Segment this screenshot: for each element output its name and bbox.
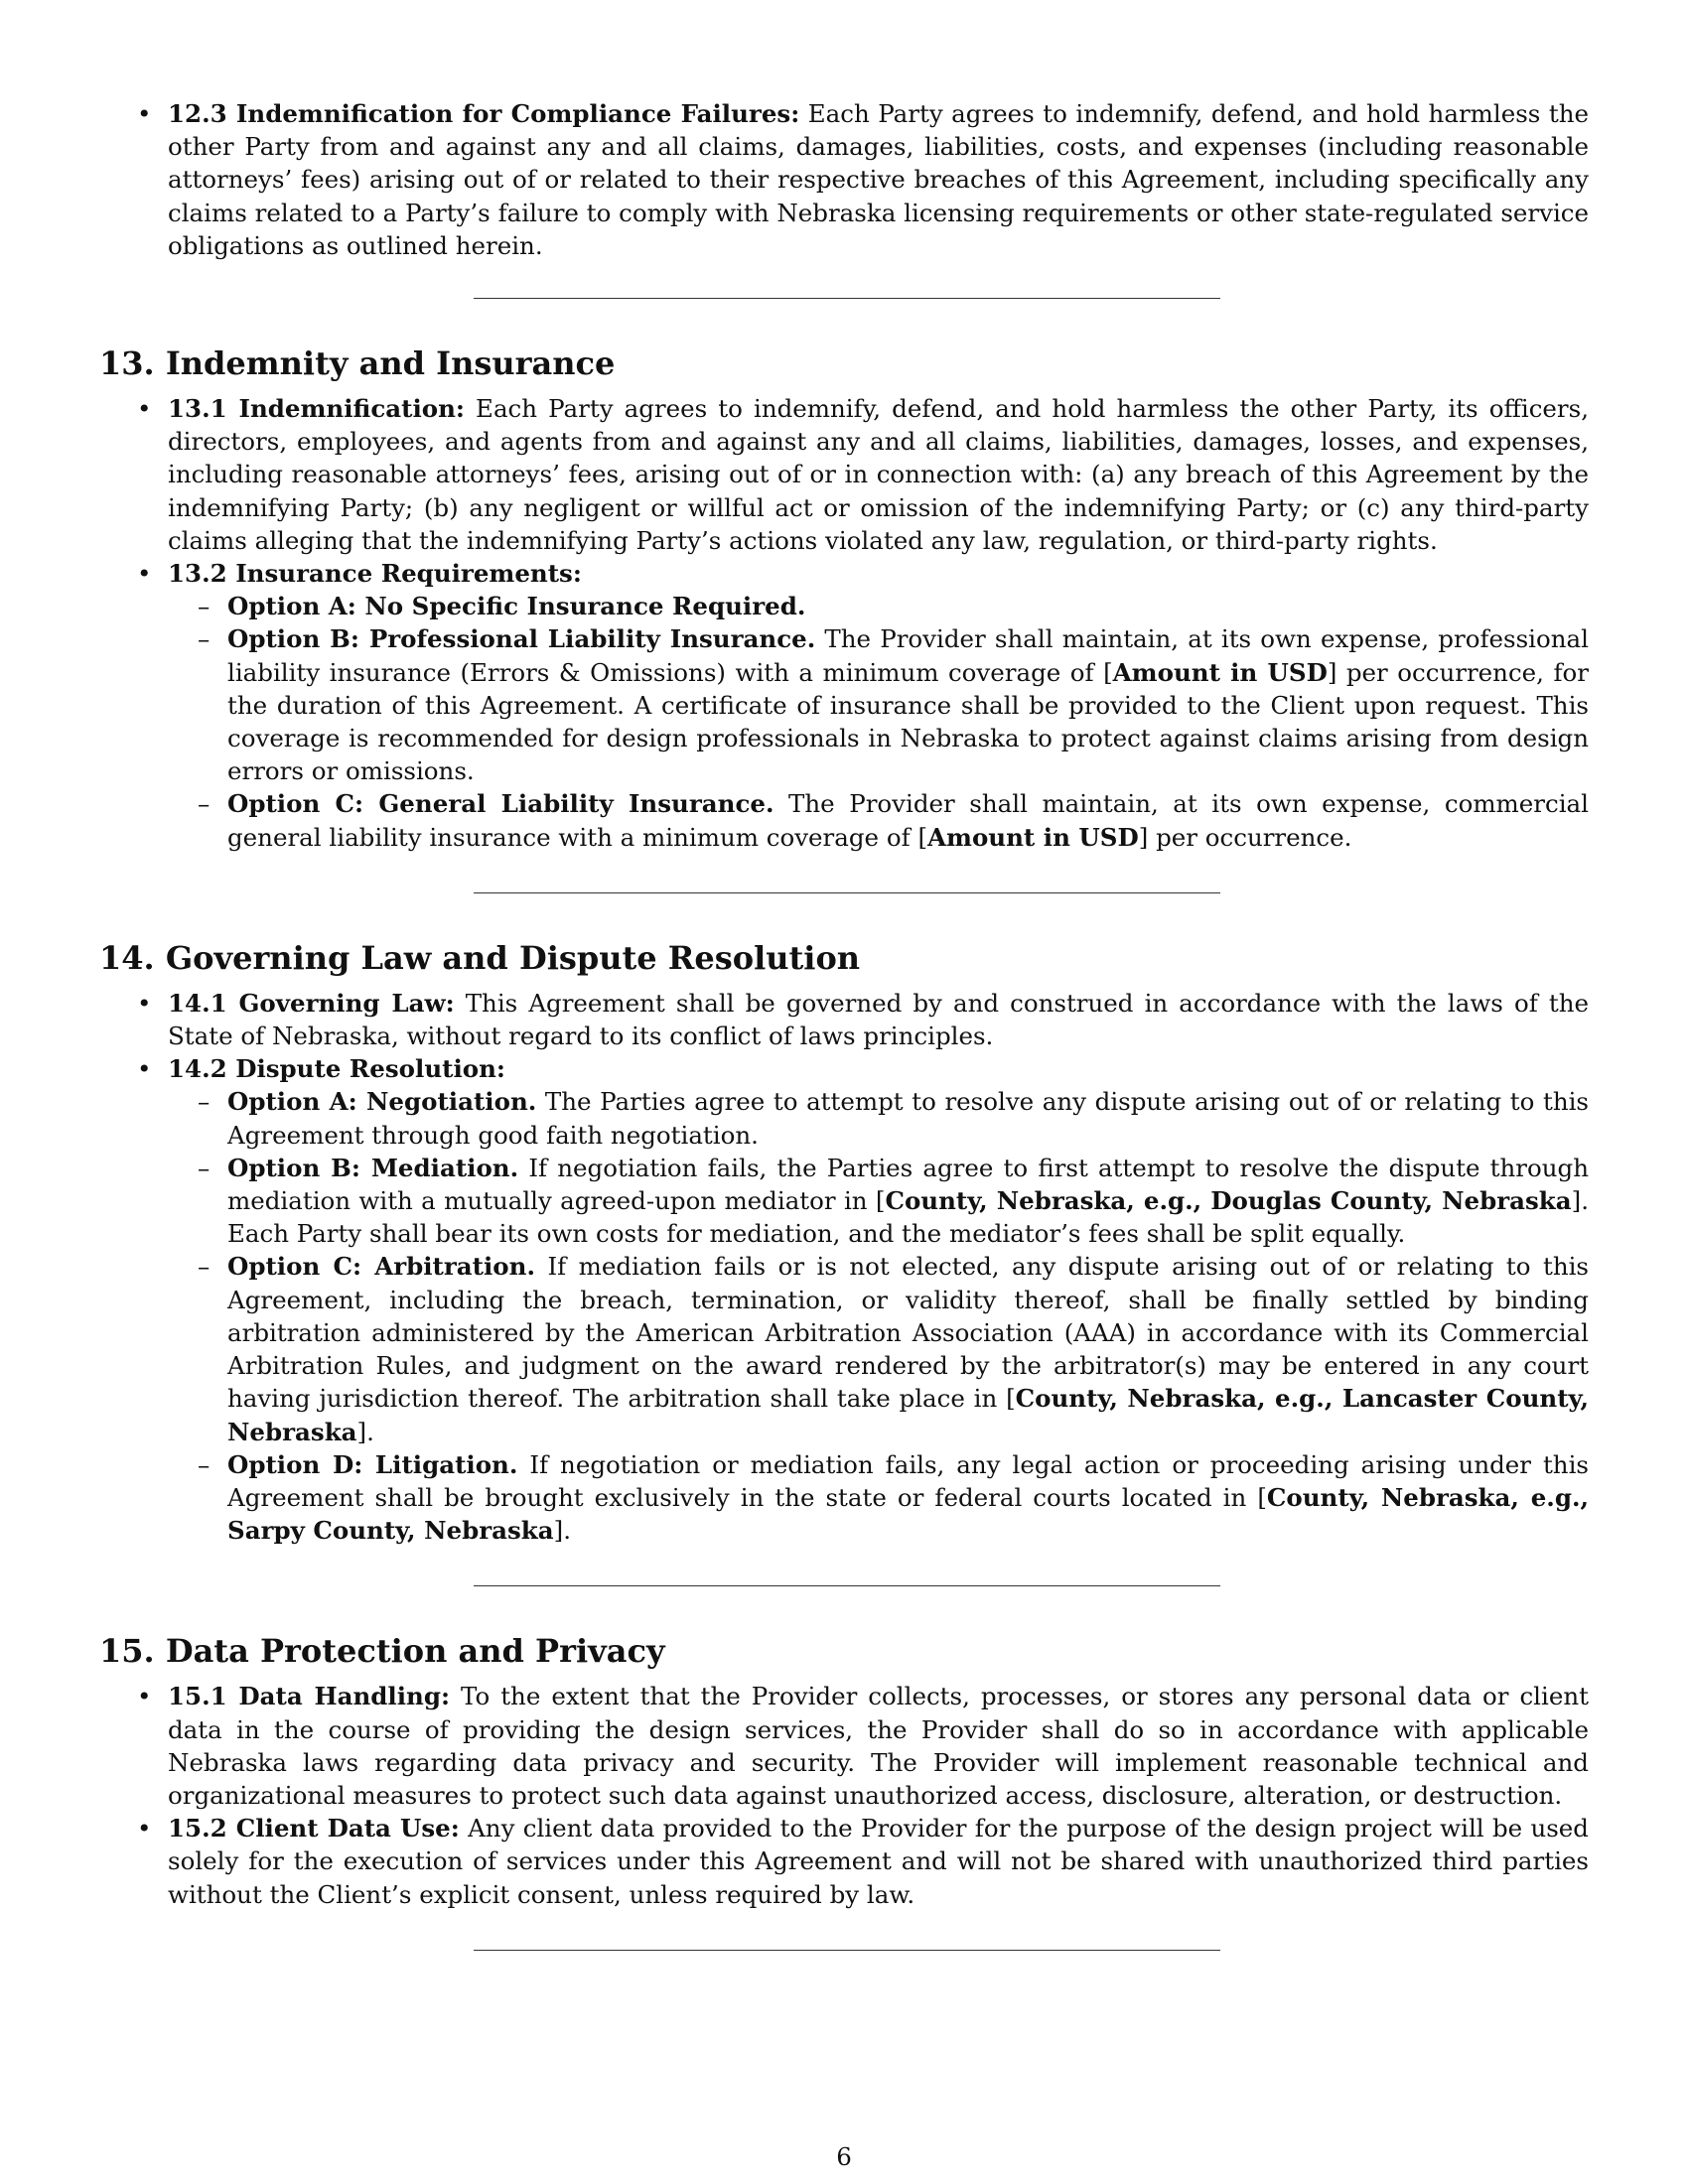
- option-label: Option A: No Specific Insurance Required.: [227, 592, 806, 621]
- item-text: Any client data provided to the Provider for the purpose of the design project will be used solely for the execution of services under this Agreement and will not be shared with unauthorized third parties without the Client’s explicit consent, unless required by law.: [168, 1814, 1589, 1909]
- dash-icon: –: [198, 1252, 211, 1282]
- option-label: Option B: Mediation.: [227, 1153, 519, 1182]
- bullet-icon: •: [137, 559, 152, 589]
- section-divider: [474, 1950, 1220, 1951]
- option-text: ]. Each Party shall bear its own costs for mediation, and the mediator’s fees shall be split equally.: [227, 1186, 1589, 1249]
- bullet-icon: •: [137, 99, 152, 128]
- option-item-b: [168, 622, 1589, 787]
- dash-icon: –: [198, 592, 211, 621]
- option-item-b: [168, 1152, 1589, 1251]
- list-item-13-1: [99, 392, 1589, 557]
- list-item-15-2: [99, 1812, 1589, 1911]
- option-text: The Provider shall maintain, at its own expense, professional liability insurance (Errors & Omissions) with a minimum coverage of [: [227, 624, 1589, 687]
- item-label: 15.2 Client Data Use:: [168, 1814, 460, 1843]
- option-label: Option C: General Liability Insurance.: [227, 789, 774, 819]
- section-heading-15: 15. Data Protection and Privacy: [99, 1632, 665, 1671]
- list-item-13-2: [99, 557, 1589, 854]
- bullet-icon: •: [137, 1682, 152, 1711]
- dash-icon: –: [198, 1153, 211, 1182]
- dash-icon: –: [198, 789, 211, 819]
- item-text: To the extent that the Provider collects, processes, or stores any personal data or client data in the course of providing the design services, the Provider shall do so in accordance with applicable Nebraska laws regarding data privacy and security. The Provider will implement reasonable technical and organizational measures to protect such data against unauthorized access, disclosure, alteration, or destruction.: [168, 1682, 1589, 1810]
- option-label: Option C: Arbitration.: [227, 1252, 535, 1282]
- placeholder-text: County, Nebraska, e.g., Lancaster County, Nebraska: [227, 1384, 1589, 1446]
- option-text: If mediation fails or is not elected, any dispute arising out of or relating to this Agreement, including the breach, termination, or validity thereof, shall be finally settled by binding arbitration administered by the American Arbitration Association (AAA) in accordance with its Commercial Arbitration Rules, and judgment on the award rendered by the arbitrator(s) may be entered in any court having jurisdiction thereof. The arbitration shall take place in [: [227, 1252, 1590, 1414]
- placeholder-text: Amount in USD: [1112, 657, 1328, 687]
- option-text: If negotiation fails, the Parties agree to first attempt to resolve the dispute through mediation with a mutually agreed-upon mediator in [: [227, 1153, 1589, 1216]
- list-item-14-2: [99, 1052, 1589, 1547]
- option-text: The Parties agree to attempt to resolve any dispute arising out of or relating to this Agreement through good faith negotiation.: [227, 1087, 1590, 1150]
- item-text: Each Party agrees to indemnify, defend, and hold harmless the other Party from and against any and all claims, damages, liabilities, costs, and expenses (including reasonable attorneys’ fees) arising out of or related to their respective breaches of this Agreement, including specifically any claims related to a Party’s failure to comply with Nebraska licensing requirements or other state-regulated service obligations as outlined herein.: [168, 99, 1589, 260]
- item-text: This Agreement shall be governed by and construed in accordance with the laws of the State of Nebraska, without regard to its conflict of laws principles.: [168, 988, 1589, 1051]
- option-text: ].: [553, 1516, 572, 1546]
- placeholder-text: County, Nebraska, e.g., Sarpy County, Nebraska: [227, 1482, 1590, 1546]
- placeholder-text: County, Nebraska, e.g., Douglas County, Nebraska: [885, 1186, 1572, 1216]
- option-text: ] per occurrence.: [1138, 822, 1352, 852]
- page-content: [99, 97, 1589, 1951]
- section-divider: [474, 892, 1220, 893]
- item-text: Each Party agrees to indemnify, defend, and hold harmless the other Party, its officers, directors, employees, and agents from and against any and all claims, liabilities, damages, losses, and expenses, including reasonable attorneys’ fees, arising out of or in connection with: (a) any breach of this Agreement by the indemnifying Party; (b) any negligent or willful act or omission of the indemnifying Party; or (c) any third-party claims alleging that the indemnifying Party’s actions violated any law, regulation, or third-party rights.: [168, 394, 1589, 555]
- insurance-options-list: [168, 590, 1589, 854]
- option-item-d: [168, 1448, 1589, 1548]
- item-label: 15.1 Data Handling:: [168, 1682, 451, 1711]
- section-divider: [474, 1585, 1220, 1586]
- list-item-15-1: [99, 1680, 1589, 1812]
- bullet-icon: •: [137, 1054, 152, 1084]
- option-item-c: [168, 787, 1589, 853]
- section-divider: [474, 298, 1220, 299]
- option-text: The Provider shall maintain, at its own expense, commercial general liability insurance with a minimum coverage of [: [227, 789, 1589, 852]
- section-14-list: [99, 987, 1589, 1547]
- section-13-list: [99, 392, 1589, 854]
- bullet-icon: •: [137, 394, 152, 424]
- option-label: Option D: Litigation.: [227, 1449, 518, 1479]
- item-label: 13.2 Insurance Requirements:: [168, 559, 582, 589]
- option-item-a: [168, 1085, 1589, 1151]
- dispute-options-list: [168, 1085, 1589, 1547]
- section-15-list: [99, 1680, 1589, 1910]
- item-label: 13.1 Indemnification:: [168, 394, 465, 424]
- item-label: 14.1 Governing Law:: [168, 988, 455, 1018]
- list-item-12-3: [99, 97, 1589, 262]
- option-text: ] per occurrence, for the duration of this Agreement. A certificate of insurance shall be provided to the Client upon request. This coverage is recommended for design professionals in Nebraska to protect against claims arising from design errors or omissions.: [227, 657, 1589, 786]
- section-12-list: [99, 97, 1589, 262]
- list-item-14-1: [99, 987, 1589, 1052]
- option-item-c: [168, 1250, 1589, 1447]
- section-heading-14: 14. Governing Law and Dispute Resolution: [99, 938, 861, 977]
- dash-icon: –: [198, 624, 211, 654]
- item-label: 12.3 Indemnification for Compliance Failures:: [168, 99, 800, 128]
- dash-icon: –: [198, 1087, 211, 1117]
- option-text: If negotiation or mediation fails, any legal action or proceeding arising under this Agreement shall be brought exclusively in the state or federal courts located in [: [227, 1449, 1589, 1512]
- option-item-a: [168, 590, 1589, 622]
- page-number: 6: [836, 2142, 852, 2171]
- option-text: ].: [356, 1417, 374, 1446]
- bullet-icon: •: [137, 988, 152, 1018]
- bullet-icon: •: [137, 1814, 152, 1843]
- option-label: Option A: Negotiation.: [227, 1087, 537, 1117]
- dash-icon: –: [198, 1449, 211, 1479]
- section-heading-13: 13. Indemnity and Insurance: [99, 344, 616, 383]
- placeholder-text: Amount in USD: [927, 822, 1139, 852]
- item-label: 14.2 Dispute Resolution:: [168, 1054, 505, 1084]
- option-label: Option B: Professional Liability Insurance.: [227, 624, 816, 654]
